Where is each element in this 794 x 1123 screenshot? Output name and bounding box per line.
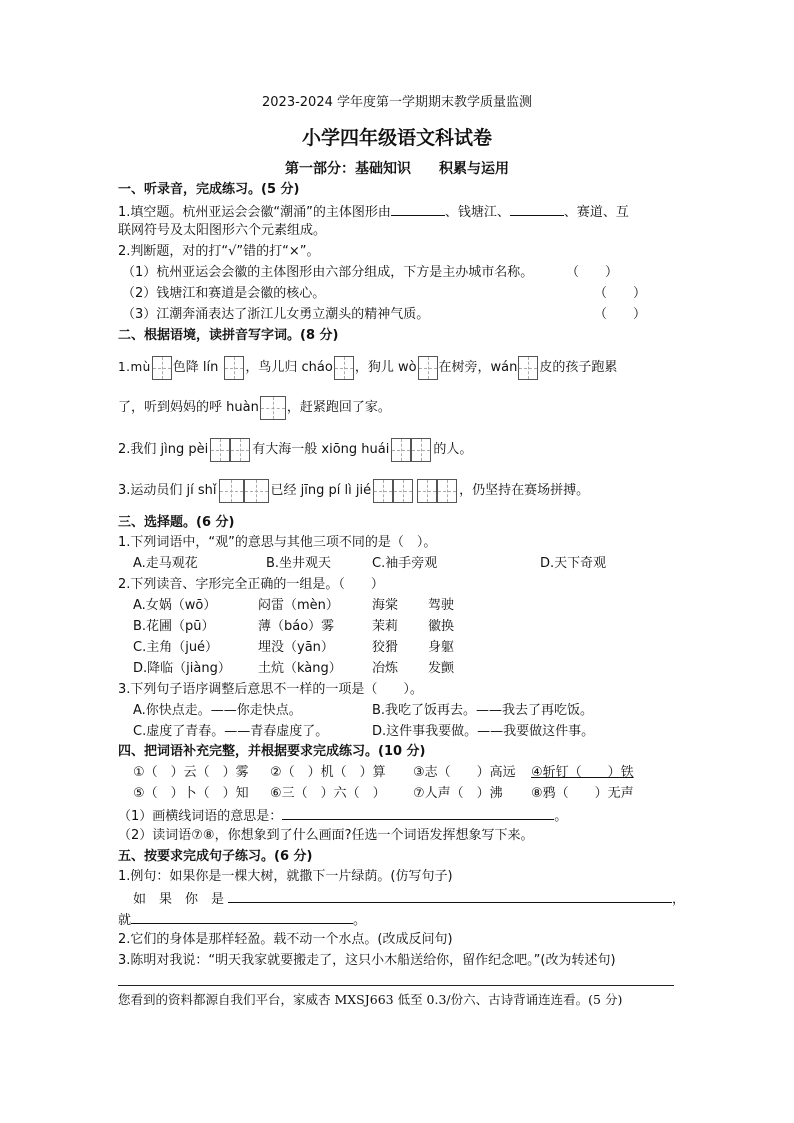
char-box[interactable] [260, 396, 286, 420]
option-d[interactable]: D.天下奇观 [540, 556, 607, 571]
pinyin-text: 1.mù [118, 360, 151, 374]
q2-row-b-4: 徽换 [428, 619, 455, 634]
section-5-heading: 五、按要求完成句子练习。(6 分) [118, 849, 313, 864]
answer-blank[interactable] [228, 890, 672, 903]
pinyin-text: 了，听到妈妈的呼 huàn [118, 400, 259, 415]
s3-q2: 2.下列读音、字形完全正确的一组是。（ ） [118, 577, 384, 592]
s5-q1-answer-line2 [118, 911, 366, 929]
s5-q1-prompt: 如 果 你 是 [133, 892, 225, 907]
q2-row-b-1[interactable]: B.花圃（pū） [133, 619, 215, 634]
judge-3: （3）江潮奔涌表达了浙江儿女勇立潮头的精神气质。 [122, 307, 430, 322]
char-box[interactable] [518, 356, 538, 380]
option-a[interactable]: A.走马观花 [133, 556, 198, 571]
s1-q2: 2.判断题，对的打“√”错的打“×”。 [118, 244, 320, 259]
char-box[interactable] [224, 356, 244, 380]
answer-blank[interactable] [391, 203, 445, 216]
pinyin-text: 有大海一般 xiōng huái [252, 442, 390, 457]
pinyin-text: 色降 lín [172, 360, 219, 375]
s4-a1-line [118, 807, 567, 825]
char-box[interactable] [391, 438, 411, 462]
s1-q1-line [118, 203, 629, 221]
idiom-7[interactable]: ⑦人声（ ）沸 [413, 786, 503, 801]
section-3-heading: 三、选择题。(6 分) [118, 515, 235, 530]
char-box-group[interactable] [219, 479, 269, 503]
section-4-heading: 四、把词语补充完整，并根据要求完成练习。(10 分) [118, 744, 426, 759]
pinyin-text: 在树旁，wán [438, 360, 518, 375]
s1-q1-text-c: 、赛道、互 [563, 205, 629, 220]
s5-jiu: 就 [118, 913, 132, 928]
char-box[interactable] [210, 438, 230, 462]
char-box-group[interactable] [417, 479, 457, 503]
s4-a2: （2）读词语⑦⑧，你想象到了什么画面?任选一个词语发挥想象写下来。 [118, 828, 534, 843]
s5-period: 。 [353, 913, 367, 928]
s5-q3: 3.陈明对我说：“明天我家就要搬走了，这只小木船送给你，留作纪念吧。”(改为转述句) [118, 953, 616, 968]
q2-row-c-4: 身躯 [428, 640, 455, 655]
s4-a1-text: （1）画横线词语的意思是： [118, 809, 283, 824]
pinyin-text: ，狗儿 wò [354, 360, 417, 375]
q2-row-c-1[interactable]: C.主角（jué） [133, 640, 219, 655]
s5-q2: 2.它们的身体是那样轻盈。载不动一个水点。(改成反问句) [118, 932, 453, 947]
s3-q1: 1.下列词语中，“观”的意思与其他三项不同的是（ ）。 [118, 535, 437, 550]
char-box[interactable] [373, 479, 393, 503]
q2-row-d-1[interactable]: D.降临（jiàng） [133, 661, 231, 676]
q2-row-a-4: 驾驶 [428, 598, 455, 613]
char-box-group[interactable] [373, 479, 413, 503]
judge-1: （1）杭州亚运会会徽的主体图形由六部分组成，下方是主办城市名称。 [122, 265, 534, 280]
option-c[interactable]: C.虚度了青春。——青春虚度了。 [133, 724, 329, 739]
s1-q1-line2: 联网符号及太阳图形六个元素组成。 [118, 223, 327, 238]
char-box[interactable] [437, 479, 457, 503]
pinyin-text: 的人。 [433, 442, 473, 457]
idiom-5[interactable]: ⑤（ ）卜（ ）知 [133, 786, 249, 801]
pinyin-text: 3.运动员们 jí shǐ [118, 483, 217, 498]
option-b[interactable]: B.我吃了饭再去。——我去了再吃饭。 [372, 703, 594, 718]
q2-row-b-3: 茉莉 [372, 619, 399, 634]
q2-row-d-3: 冶炼 [372, 661, 399, 676]
s5-q1-answer-line1 [133, 890, 685, 908]
s5-comma: ， [672, 892, 686, 907]
q2-row-d-2: 土炕（kàng） [258, 661, 342, 676]
q2-row-c-3: 狡猾 [372, 640, 399, 655]
char-box[interactable] [417, 479, 437, 503]
pinyin-text: 皮的孩子跑累 [539, 360, 618, 375]
pinyin-text: ，鸟儿归 cháo [245, 360, 333, 375]
pinyin-line-1 [118, 354, 617, 381]
idiom-6[interactable]: ⑥三（ ）六（ ） [270, 786, 386, 801]
char-box-group[interactable] [391, 438, 431, 462]
judge-3-answer[interactable]: （ ） [594, 307, 647, 322]
char-box[interactable] [334, 356, 354, 380]
s1-q1-text-b: 、钱塘江、 [444, 205, 510, 220]
s1-q1-text-a: 1.填空题。杭州亚运会会徽“潮涌”的主体图形由 [118, 205, 391, 220]
section-2-heading: 二、根据语境，读拼音写字词。(8 分) [118, 328, 339, 343]
char-box[interactable] [219, 479, 244, 503]
answer-blank[interactable] [282, 807, 554, 820]
answer-blank[interactable] [510, 203, 564, 216]
q2-row-d-4: 发颤 [428, 661, 455, 676]
option-a[interactable]: A.你快点走。——你走快点。 [133, 703, 302, 718]
idiom-8[interactable]: ⑧鸦（ ）无声 [531, 786, 634, 801]
q2-row-a-1[interactable]: A.女娲（wō） [133, 598, 217, 613]
page-title: 小学四年级语文科试卷 [301, 127, 492, 149]
char-box-group[interactable] [210, 438, 250, 462]
char-box[interactable] [411, 438, 431, 462]
char-box[interactable] [418, 356, 438, 380]
pinyin-text: 已经 jīng pí lì jié [270, 483, 372, 498]
option-c[interactable]: C.袖手旁观 [372, 556, 438, 571]
char-box[interactable] [393, 479, 413, 503]
q2-row-c-2: 埋没（yān） [258, 640, 334, 655]
answer-blank[interactable] [131, 911, 353, 924]
s4-a1-end: 。 [554, 809, 568, 824]
judge-2: （2）钱塘江和赛道是会徽的核心。 [122, 286, 326, 301]
pinyin-text: 2.我们 jìng pèi [118, 442, 209, 457]
option-d[interactable]: D.这件事我要做。——我要做这件事。 [372, 724, 595, 739]
pinyin-text: ，仍坚持在赛场拼搏。 [459, 483, 590, 498]
pinyin-text: ，赶紧跑回了家。 [286, 400, 391, 415]
q2-row-b-2: 薄（báo）雾 [258, 619, 335, 634]
option-b[interactable]: B.坐井观天 [266, 556, 332, 571]
idiom-2[interactable]: ②（ ）机（ ）算 [270, 765, 386, 780]
footer-text: 您看到的资料都源自我们平台，家威杏 MXSJ663 低至 0.3/份六、古诗背诵连连看。(5 分) [118, 992, 623, 1007]
s3-q3: 3.下列句子语序调整后意思不一样的一项是（ ）。 [118, 682, 423, 697]
pinyin-line-4 [118, 478, 589, 504]
idiom-3[interactable]: ③志（ ）高远 [413, 765, 516, 780]
exam-period: 2023-2024 学年度第一学期期末教学质量监测 [262, 95, 532, 110]
char-box[interactable] [230, 438, 250, 462]
char-box[interactable] [152, 356, 172, 380]
q2-row-a-2: 闷雷（mèn） [258, 598, 339, 613]
char-box[interactable] [244, 479, 269, 503]
judge-2-answer[interactable]: （ ） [594, 286, 647, 301]
pinyin-line-2 [118, 395, 391, 421]
pinyin-line-3 [118, 437, 472, 463]
idiom-1-2[interactable]: ①（ ）云（ ）雾 [133, 765, 249, 780]
s5-q1: 1.例句：如果你是一棵大树，就撒下一片绿荫。(仿写句子) [118, 869, 453, 884]
part-title: 第一部分：基础知识 积累与运用 [285, 161, 509, 177]
idiom-4-underlined[interactable]: ④斩钉（ ）铁 [531, 765, 634, 780]
section-1-heading: 一、听录音，完成练习。(5 分) [118, 182, 300, 197]
judge-1-answer[interactable]: （ ） [566, 265, 619, 280]
divider [118, 985, 674, 986]
q2-row-a-3: 海棠 [372, 598, 399, 613]
